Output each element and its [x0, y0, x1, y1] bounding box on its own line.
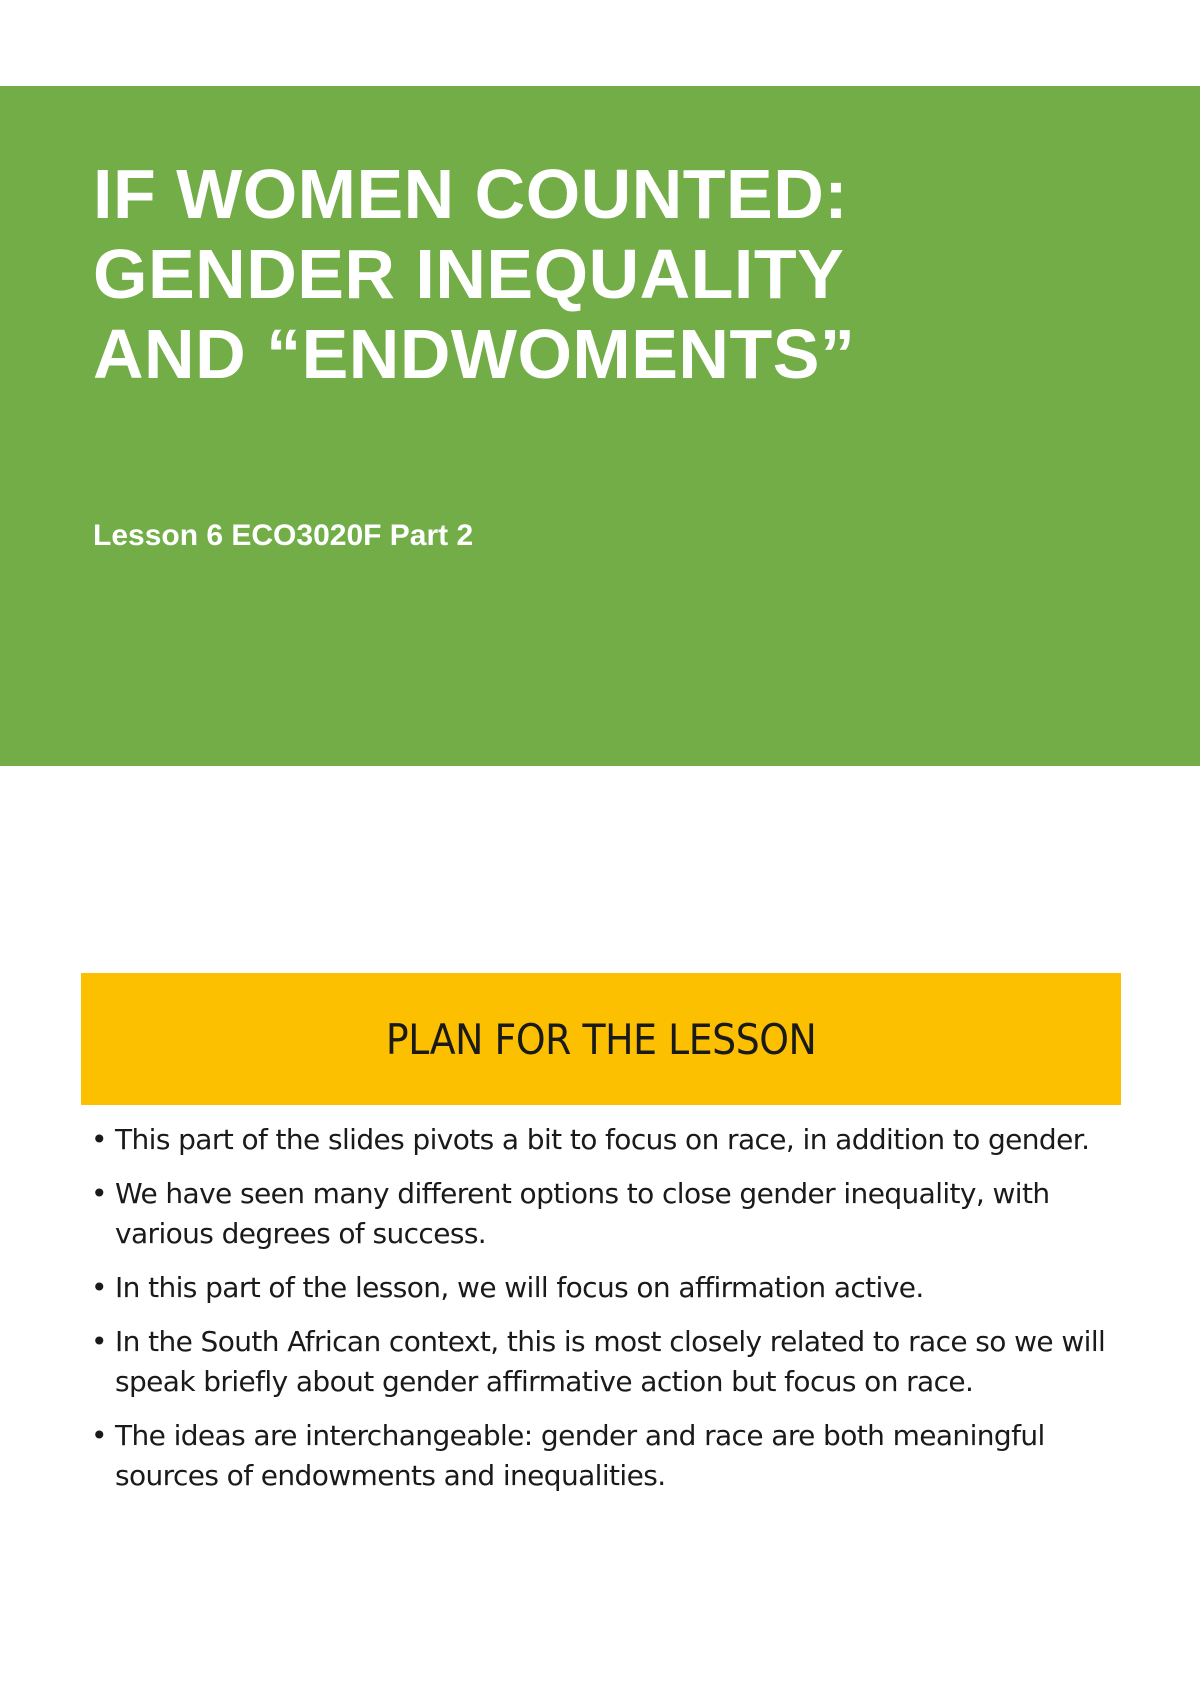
slide-title	[93, 154, 1173, 394]
slide-title-line: AND “ENDWOMENTS”	[93, 315, 856, 393]
bullet-icon: •	[91, 1177, 107, 1210]
bullet-item	[91, 1416, 1141, 1496]
plan-header	[81, 973, 1121, 1105]
slide-title-line: IF WOMEN COUNTED:	[93, 155, 849, 233]
bullet-text: In this part of the lesson, we will focus on affirmation active.	[115, 1271, 924, 1304]
bullet-text: In the South African context, this is most closely related to race so we will speak briefly about gender affirmative action but focus on race.	[115, 1325, 1106, 1398]
bullet-item	[91, 1120, 1141, 1160]
bullet-item	[91, 1174, 1141, 1254]
plan-title: PLAN FOR THE LESSON	[385, 1014, 817, 1064]
bullet-text: We have seen many different options to close gender inequality, with various degrees of success.	[115, 1177, 1050, 1250]
bullet-icon: •	[91, 1325, 107, 1358]
bullet-text: The ideas are interchangeable: gender and race are both meaningful sources of endowments and inequalities.	[115, 1419, 1045, 1492]
slide-title-line: GENDER INEQUALITY	[93, 235, 845, 313]
bullet-list	[91, 1120, 1141, 1510]
bullet-icon: •	[91, 1419, 107, 1452]
slide-subtitle: Lesson 6 ECO3020F Part 2	[93, 519, 474, 552]
bullet-item	[91, 1322, 1141, 1402]
bullet-item	[91, 1268, 1141, 1308]
bullet-icon: •	[91, 1123, 107, 1156]
bullet-text: This part of the slides pivots a bit to focus on race, in addition to gender.	[115, 1123, 1090, 1156]
bullet-icon: •	[91, 1271, 107, 1304]
title-slide	[0, 86, 1200, 766]
